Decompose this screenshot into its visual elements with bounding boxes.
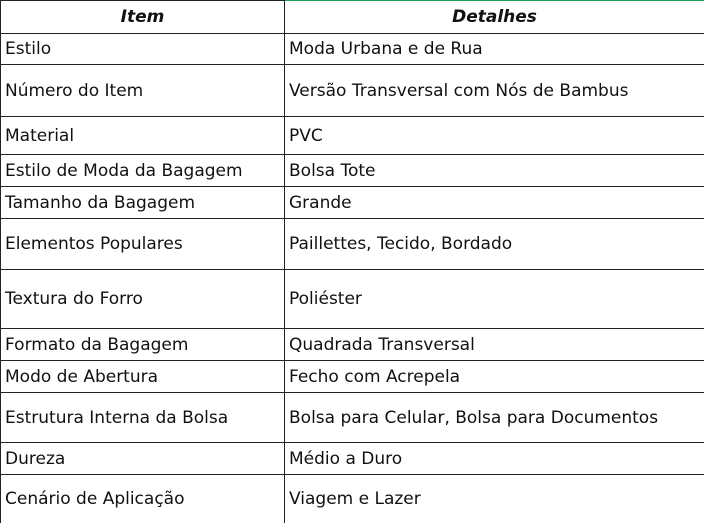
table-row: [1, 117, 704, 155]
row-item-cell: Estilo: [1, 34, 285, 65]
row-item-cell: Dureza: [1, 443, 285, 475]
row-details-cell: Moda Urbana e de Rua: [285, 34, 704, 65]
row-item-cell: Número do Item: [1, 65, 285, 117]
table-row: [1, 65, 704, 117]
row-item-cell: Textura do Forro: [1, 270, 285, 329]
header-item: Item: [1, 1, 285, 34]
header-row: [1, 1, 704, 34]
table-row: [1, 361, 704, 393]
table-row: [1, 219, 704, 270]
table-row: [1, 270, 704, 329]
row-item-cell: Tamanho da Bagagem: [1, 187, 285, 219]
header-details: Detalhes: [285, 1, 704, 34]
table-row: [1, 443, 704, 475]
row-item-cell: Cenário de Aplicação: [1, 475, 285, 523]
row-details-cell: Quadrada Transversal: [285, 329, 704, 361]
row-item-cell: Modo de Abertura: [1, 361, 285, 393]
row-details-cell: Médio a Duro: [285, 443, 704, 475]
row-item-cell: Material: [1, 117, 285, 155]
row-details-cell: Fecho com Acrepela: [285, 361, 704, 393]
row-details-cell: Paillettes, Tecido, Bordado: [285, 219, 704, 270]
table-row: [1, 187, 704, 219]
row-item-cell: Estrutura Interna da Bolsa: [1, 393, 285, 443]
table-row: [1, 475, 704, 523]
table-row: [1, 329, 704, 361]
row-item-cell: Elementos Populares: [1, 219, 285, 270]
row-details-cell: Viagem e Lazer: [285, 475, 704, 523]
table-row: [1, 34, 704, 65]
table-row: [1, 393, 704, 443]
table-row: [1, 155, 704, 187]
row-details-cell: Bolsa para Celular, Bolsa para Documentos: [285, 393, 704, 443]
row-item-cell: Estilo de Moda da Bagagem: [1, 155, 285, 187]
row-details-cell: Grande: [285, 187, 704, 219]
row-details-cell: Poliéster: [285, 270, 704, 329]
row-item-cell: Formato da Bagagem: [1, 329, 285, 361]
row-details-cell: Versão Transversal com Nós de Bambus: [285, 65, 704, 117]
row-details-cell: PVC: [285, 117, 704, 155]
row-details-cell: Bolsa Tote: [285, 155, 704, 187]
